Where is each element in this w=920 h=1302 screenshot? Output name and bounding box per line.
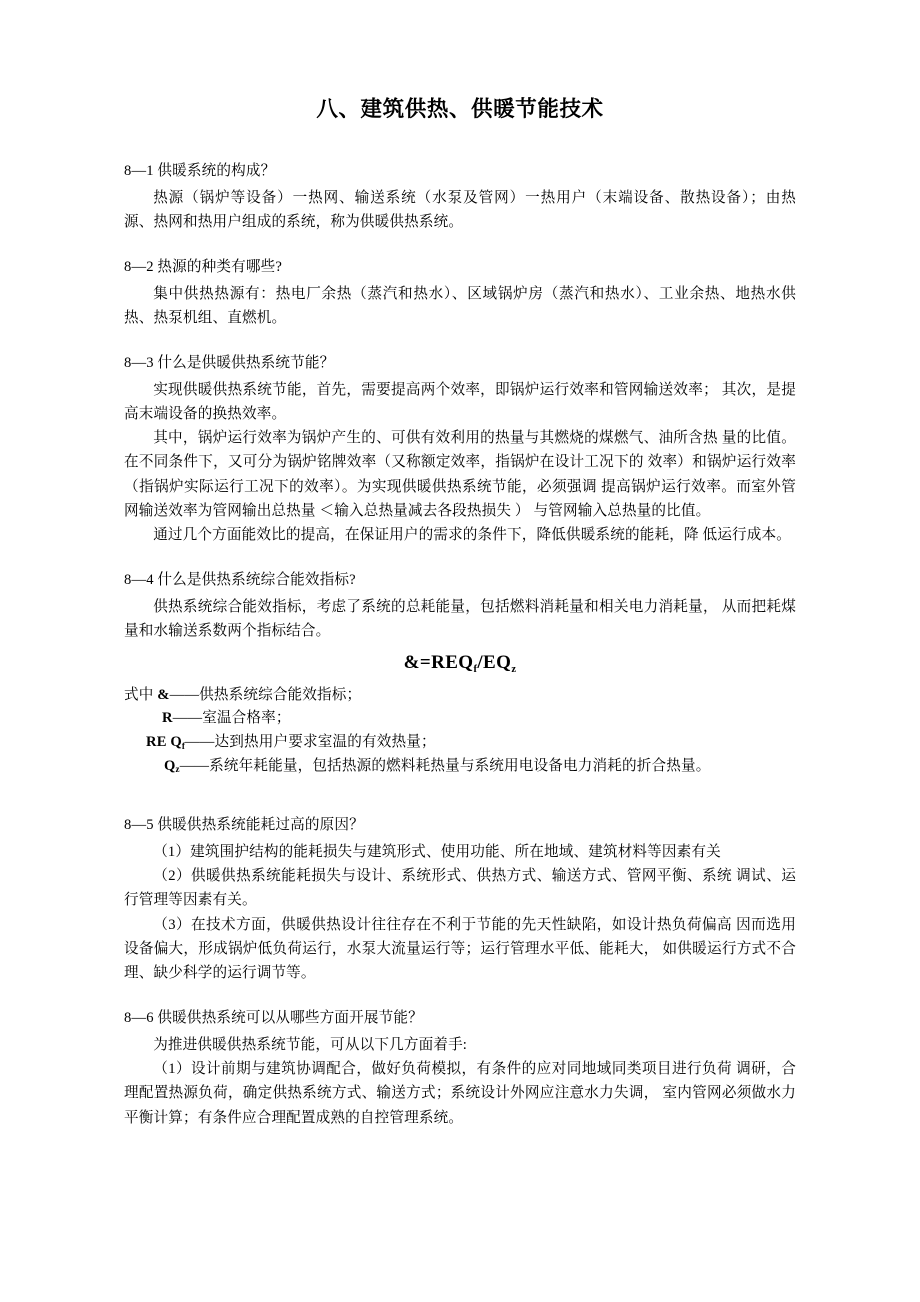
answer-8-6-item1: （1）设计前期与建筑协调配合，做好负荷模拟，有条件的应对同地域同类项目进行负荷 调研，合理配置热源负荷，确定供热系统方式、输送方式；系统设计外网应注意水力失调， 室内管网必须做水力平衡计算；有条件应合理配置成熟的自控管理系统。 xyxy=(124,1061,796,1126)
section-8-4 xyxy=(124,569,796,778)
answer-8-2-p1: 集中供热热源有：热电厂余热（蒸汽和热水）、区域锅炉房（蒸汽和热水）、工业余热、地热水供热、热泵机组、直燃机。 xyxy=(124,285,796,326)
legend-text-room-temp-rate: ——室温合格率； xyxy=(172,710,291,727)
legend-symbol-ampersand: & xyxy=(157,686,170,703)
answer-8-6-intro: 为推进供暖供热系统节能，可从以下几方面着手: xyxy=(153,1037,468,1053)
legend-text-effective-heat: ——达到热用户要求室温的有效热量； xyxy=(185,734,436,751)
legend-text-indicator: ——供热系统综合能效指标； xyxy=(169,686,362,703)
answer-8-3-p1: 实现供暖供热系统节能，首先，需要提高两个效率，即锅炉运行效率和管网输送效率； 其次，是提高末端设备的换热效率。 xyxy=(124,381,796,422)
legend-symbol-qz-subscript: z xyxy=(175,764,180,775)
section-8-5 xyxy=(124,814,796,985)
energy-efficiency-formula xyxy=(124,649,796,678)
legend-symbol-qz-main: Q xyxy=(164,757,176,774)
question-8-3: 8—3 什么是供暖供热系统节能？ xyxy=(124,355,335,372)
section-8-3 xyxy=(124,352,796,547)
answer-8-5-item3: （3）在技术方面，供暖供热设计往往存在不利于节能的先天性缺陷，如设计热负荷偏高 因而选用设备偏大，形成锅炉低负荷运行，水泵大流量运行等；运行管理水平低、能耗大， 如供暖运行方式不合理、缺少科学的运行调节等。 xyxy=(124,916,796,982)
page-content xyxy=(124,96,796,1152)
legend-symbol-req-subscript: f xyxy=(181,740,186,751)
question-8-2: 8—2 热源的种类有哪些? xyxy=(124,259,283,276)
legend-item-indicator xyxy=(124,684,796,708)
formula-q-denominator-subscript: z xyxy=(511,663,517,675)
legend-text-annual-energy: ——系统年耗能量，包括热源的燃料耗热量与系统用电设备电力消耗的折合热量。 xyxy=(179,757,711,774)
answer-8-3-p2: 其中，锅炉运行效率为锅炉产生的、可供有效利用的热量与其燃烧的煤燃气、油所含热 量的比值。在不同条件下，又可分为锅炉铭牌效率（又称额定效率，指锅炉在设计工况下的 效率）和锅炉运行效率（指锅炉实际运行工况下的效率）。为实现供暖供热系统节能，必须强调 提高锅炉运行效率。而室外管网输送效率为管网输出总热量 ＜输入总热量减去各段热损失 ） 与管网输入总热量的比值。 xyxy=(124,430,796,519)
formula-legend xyxy=(124,684,796,779)
answer-8-4-p1: 供热系统综合能效指标，考虑了系统的总耗能量，包括燃料消耗量和相关电力消耗量， 从而把耗煤量和水输送系数两个指标结合。 xyxy=(124,598,796,640)
legend-symbol-req-main: RE Q xyxy=(146,734,182,751)
legend-item-room-temp-rate xyxy=(124,707,796,731)
legend-item-annual-energy xyxy=(124,755,796,779)
legend-symbol-qz xyxy=(164,755,180,779)
formula-q-numerator: Q xyxy=(458,652,474,674)
page-title: 八、建筑供热、供暖节能技术 xyxy=(316,97,604,121)
question-8-5: 8—5 供暖供热系统能耗过高的原因？ xyxy=(124,817,364,834)
formula-divider: /E xyxy=(477,652,497,674)
legend-item-effective-heat xyxy=(124,731,796,755)
section-8-6 xyxy=(124,1007,796,1130)
formula-lhs: &=RE xyxy=(403,652,459,674)
question-8-6: 8—6 供暖供热系统可以从哪些方面开展节能？ xyxy=(124,1010,423,1027)
answer-8-5-item1: （1）建筑围护结构的能耗损失与建筑形式、使用功能、所在地域、建筑材料等因素有关 xyxy=(153,844,721,861)
legend-symbol-req xyxy=(146,731,185,755)
section-8-1 xyxy=(124,160,796,234)
formula-q-numerator-subscript: f xyxy=(473,663,478,675)
legend-symbol-r: R xyxy=(162,710,173,727)
answer-8-1-p1: 热源（锅炉等设备）一热网、输送系统（水泵及管网）一热用户（末端设备、散热设备）；由热 源、热网和热用户组成的系统，称为供暖供热系统。 xyxy=(124,189,796,230)
section-spacer xyxy=(124,800,796,814)
formula-q-denominator: Q xyxy=(496,652,512,674)
answer-8-3-p3: 通过几个方面能效比的提高，在保证用户的需求的条件下，降低供暖系统的能耗，降 低运行成本。 xyxy=(153,527,791,544)
legend-prefix-shizhong: 式中 xyxy=(124,686,158,703)
question-8-4: 8—4 什么是供热系统综合能效指标? xyxy=(124,572,356,589)
question-8-1: 8—1 供暖系统的构成？ xyxy=(124,162,276,179)
section-8-2 xyxy=(124,256,796,330)
answer-8-5-item2: （2）供暖供热系统能耗损失与设计、系统形式、供热方式、输送方式、管网平衡、系统 调试、运行管理等因素有关。 xyxy=(124,868,796,909)
